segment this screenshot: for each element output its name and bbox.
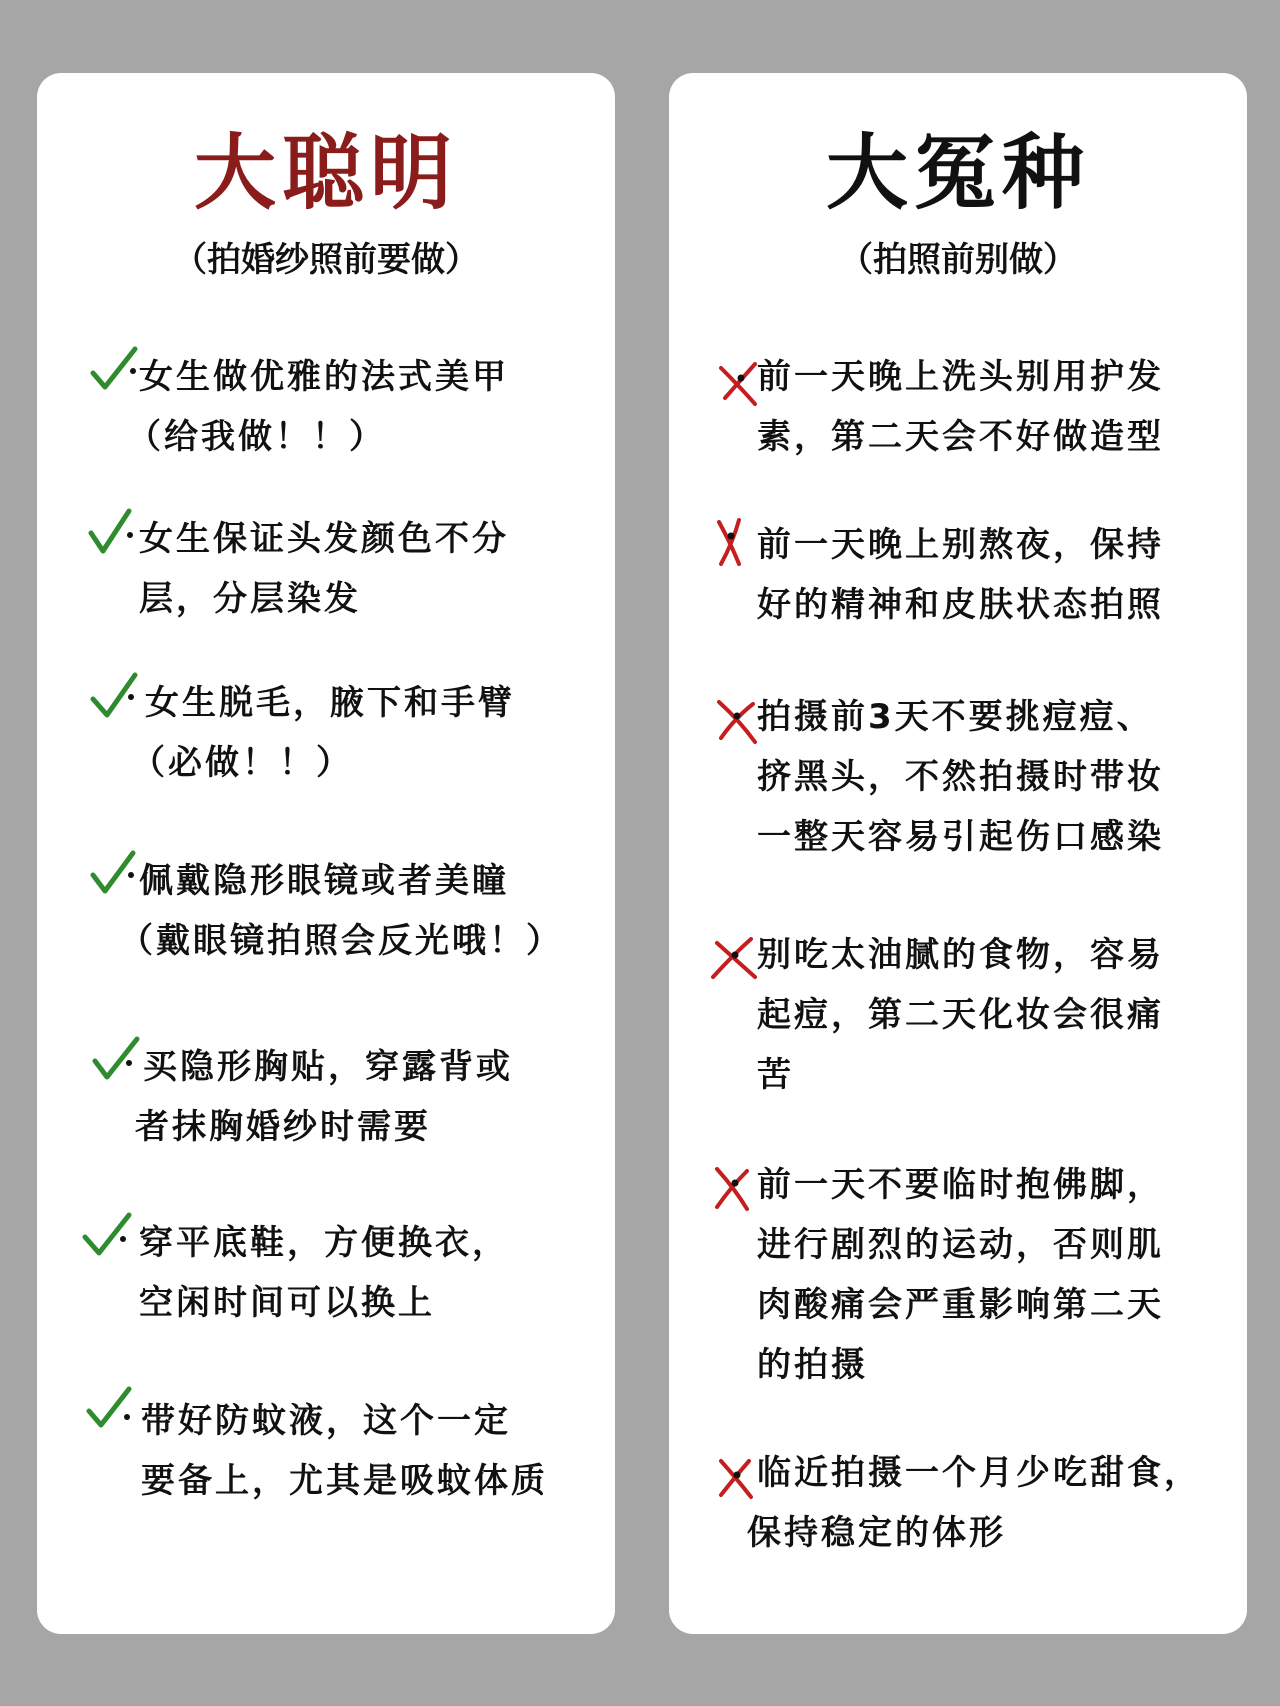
dont-item: [757, 687, 1164, 867]
do-item-line: 者抹胸婚纱时需要: [135, 1107, 431, 1147]
dont-item-line: 肉酸痛会严重影响第二天: [757, 1285, 1164, 1325]
do-item-line: （戴眼镜拍照会反光哦！）: [119, 921, 563, 961]
dont-item-line: 前一天晚上别熬夜，保持: [757, 525, 1164, 565]
check-icon: [87, 507, 139, 559]
dont-item-line: 别吃太油腻的食物，容易: [757, 935, 1164, 975]
do-item-line: 女生做优雅的法式美甲: [139, 357, 509, 397]
dont-item: [747, 1443, 1201, 1563]
dont-item-line: 起痘，第二天化妆会很痛: [757, 995, 1164, 1035]
do-item-line: （必做！！）: [131, 743, 353, 783]
check-icon: [89, 849, 141, 901]
dont-item-line: 进行剧烈的运动，否则肌: [757, 1225, 1164, 1265]
do-item-line: 层，分层染发: [139, 579, 361, 619]
check-icon: [85, 1385, 137, 1437]
do-panel: [37, 73, 615, 1634]
do-title: 大聪明: [193, 126, 458, 221]
check-icon: [81, 1211, 133, 1263]
dont-item: [757, 515, 1164, 635]
dont-item-line: 拍摄前3天不要挑痘痘、: [757, 697, 1154, 737]
check-icon: [91, 1035, 143, 1087]
dont-item-line: 好的精神和皮肤状态拍照: [757, 585, 1164, 625]
do-item: [131, 673, 515, 793]
dont-item: [757, 925, 1164, 1105]
do-item-line: 带好防蚊液，这个一定: [141, 1401, 511, 1441]
do-item: [127, 347, 509, 467]
do-item: [141, 1391, 548, 1511]
dont-item-line: 素，第二天会不好做造型: [757, 417, 1164, 457]
do-item: [139, 1213, 509, 1333]
do-item: [119, 851, 563, 971]
dont-panel: [669, 73, 1247, 1634]
dont-item-line: 挤黑头，不然拍摄时带妆: [757, 757, 1164, 797]
dont-subtitle: （拍照前别做）: [839, 240, 1077, 280]
do-item-line: 空闲时间可以换上: [139, 1283, 435, 1323]
dont-item-line: 保持稳定的体形: [747, 1513, 1006, 1553]
do-item-line: 要备上，尤其是吸蚊体质: [141, 1461, 548, 1501]
do-item-line: （给我做！！）: [127, 417, 386, 457]
do-subtitle: （拍婚纱照前要做）: [173, 240, 479, 280]
do-item-line: 买隐形胸贴，穿露背或: [143, 1047, 513, 1087]
do-item-line: 佩戴隐形眼镜或者美瞳: [139, 861, 509, 901]
check-icon: [89, 345, 141, 397]
dont-item-line: 苦: [757, 1055, 794, 1095]
do-item: [139, 509, 509, 629]
cross-icon: [709, 516, 761, 568]
dont-item-line: 临近拍摄一个月少吃甜食，: [757, 1453, 1201, 1493]
dont-item: [757, 347, 1164, 467]
dont-item-line: 一整天容易引起伤口感染: [757, 817, 1164, 857]
dont-item-line: 前一天不要临时抱佛脚，: [757, 1165, 1164, 1205]
do-item-line: 穿平底鞋，方便换衣，: [139, 1223, 509, 1263]
dont-item-line: 的拍摄: [757, 1345, 868, 1385]
check-icon: [89, 671, 141, 723]
dont-item: [757, 1155, 1164, 1395]
dont-item-line: 前一天晚上洗头别用护发: [757, 357, 1164, 397]
cross-icon: [709, 933, 761, 985]
dont-title: 大冤种: [825, 126, 1090, 221]
cross-icon: [711, 1163, 763, 1215]
do-item-line: 女生保证头发颜色不分: [139, 519, 509, 559]
do-item-line: 女生脱毛，腋下和手臂: [145, 683, 515, 723]
do-item: [135, 1037, 513, 1157]
